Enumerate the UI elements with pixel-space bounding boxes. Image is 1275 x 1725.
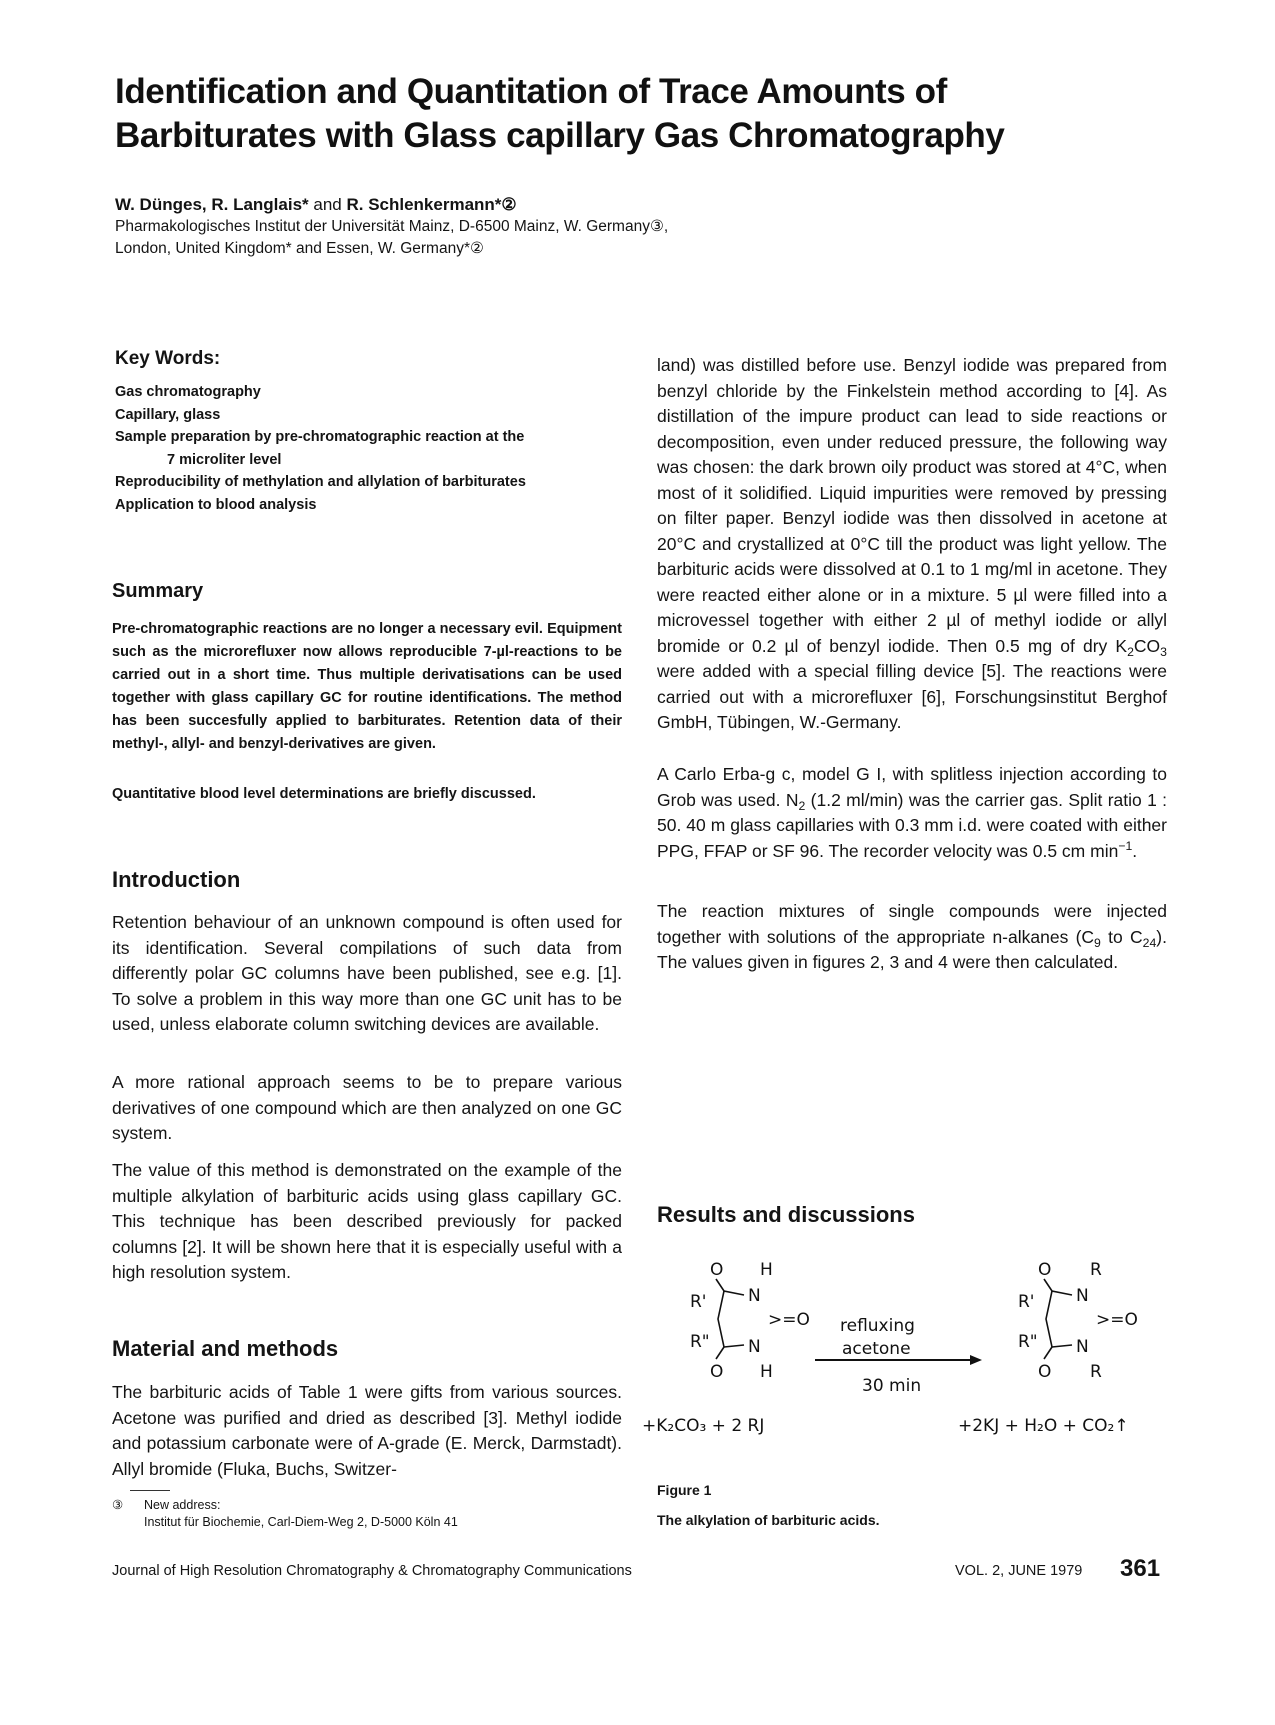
text-run: A Carlo Erba-g c, model G I, with splitless injection according to Grob was used. N	[657, 764, 1167, 810]
reactant-co: >=O	[768, 1310, 810, 1330]
text-run: CO	[1133, 635, 1161, 656]
introduction-paragraph-1: Retention behaviour of an unknown compound is often used for its identification. Several compilations of such data from differently polar GC columns have been published, see e.g. [1]. To solve a problem in this way more than one GC unit has to be used, unless elaborate column switching devices are available.	[112, 912, 622, 1034]
figure-caption: The alkylation of barbituric acids.	[657, 1512, 880, 1528]
subscript: 2	[1127, 644, 1134, 659]
methods-paragraph-4	[657, 899, 1167, 976]
superscript: −1	[1118, 838, 1133, 853]
product-r-bot: R	[1090, 1362, 1102, 1382]
subscript: 3	[1160, 644, 1167, 659]
reactant-r2: R"	[690, 1332, 710, 1352]
reaction-scheme	[640, 1255, 1180, 1450]
text-run: ). The values given in figures 2, 3 and 4 were then calculated.	[657, 926, 1167, 972]
keyword-item: 7 microliter level	[167, 451, 282, 468]
left-reagents: +K₂CO₃ + 2 RJ	[642, 1416, 765, 1436]
methods-paragraph-2	[657, 353, 1167, 736]
footer-journal: Journal of High Resolution Chromatography & Chromatography Communications	[112, 1563, 632, 1579]
product-o-top: O	[1038, 1260, 1052, 1280]
reactant-o-bot: O	[710, 1362, 724, 1382]
right-products: +2KJ + H₂O + CO₂↑	[958, 1416, 1129, 1436]
affiliation-line-1: Pharmakologisches Institut der Universität Mainz, D-6500 Mainz, W. Germany③,	[115, 218, 669, 235]
paper-title: Identification and Quantitation of Trace Amounts of Barbiturates with Glass capillary Gas Chromatography	[115, 72, 1005, 155]
author-3: R. Schlenkermann*②	[346, 195, 517, 214]
footnote-address: Institut für Biochemie, Carl-Diem-Weg 2, D-5000 Köln 41	[144, 1515, 458, 1529]
methods-paragraph-1: The barbituric acids of Table 1 were gifts from various sources. Acetone was purified and dried as described [3]. Methyl iodide and potassium carbonate were of A-grade (E. Merck, Darmstadt). Allyl bromide (Fluka, Buchs, Switzer-	[112, 1382, 622, 1479]
affiliation	[115, 216, 815, 260]
footnote-mark: ③	[112, 1498, 124, 1512]
page-number: 361	[1120, 1555, 1161, 1582]
subscript: 9	[1094, 935, 1101, 950]
keyword-item: Capillary, glass	[115, 406, 221, 423]
introduction-paragraph-2: A more rational approach seems to be to prepare various derivatives of one compound which are then analyzed on one GC system.	[112, 1072, 622, 1143]
condition-time: 30 min	[862, 1376, 922, 1396]
reactant-h-bot: H	[760, 1362, 773, 1382]
reactant-r1: R'	[690, 1292, 707, 1312]
reactant-o-top: O	[710, 1260, 724, 1280]
product-r2: R"	[1018, 1332, 1038, 1352]
author-line	[115, 194, 517, 216]
text-run: The reaction mixtures of single compounds were injected together with solutions of the appropriate n-alkanes (C	[657, 901, 1167, 947]
summary-heading: Summary	[112, 580, 204, 602]
introduction-paragraph-3: The value of this method is demonstrated on the example of the multiple alkylation of barbituric acids using glass capillary GC. This technique has been described previously for packed columns [2]. It will be shown here that it is especially useful with a high resolution system.	[112, 1160, 622, 1282]
text-run: to C	[1100, 926, 1143, 947]
footnote-label: New address:	[144, 1498, 221, 1512]
summary-paragraph-2: Quantitative blood level determinations are briefly discussed.	[112, 786, 536, 802]
keywords-heading: Key Words:	[115, 348, 221, 369]
product-n-top: N	[1076, 1286, 1089, 1306]
product-o-bot: O	[1038, 1362, 1052, 1382]
product-co: >=O	[1096, 1310, 1138, 1330]
affiliation-line-2: London, United Kingdom* and Essen, W. Germany*②	[115, 240, 484, 257]
product-structure	[1018, 1260, 1138, 1382]
product-r1: R'	[1018, 1292, 1035, 1312]
subscript: 24	[1142, 935, 1157, 950]
results-heading: Results and discussions	[657, 1202, 915, 1227]
keywords-list	[115, 381, 625, 516]
introduction-heading: Introduction	[112, 867, 241, 892]
condition-acetone: acetone	[842, 1339, 911, 1359]
text-run: .	[1132, 840, 1138, 861]
author-and: and	[308, 195, 347, 214]
reactant-n-bot: N	[748, 1337, 761, 1357]
keyword-item: Sample preparation by pre-chromatographic reaction at the	[115, 429, 525, 445]
author-1: W. Dünges,	[115, 195, 212, 214]
keyword-item: Gas chromatography	[115, 384, 261, 400]
keyword-item: Reproducibility of methylation and allylation of barbiturates	[115, 474, 526, 490]
reactant-h-top: H	[760, 1260, 773, 1280]
author-2: R. Langlais*	[211, 195, 309, 214]
figure-label: Figure 1	[657, 1482, 712, 1498]
summary-paragraph-1: Pre-chromatographic reactions are no longer a necessary evil. Equipment such as the microrefluxer now allows reproducible 7-µl-reactions to be carried out in a short time. Thus multiple derivatisations can be used together with glass capillary GC for routine identifications. The method has been succesfully applied to barbiturates. Retention data of their methyl-, allyl- and benzyl-derivatives are given.	[112, 621, 622, 752]
methods-paragraph-3	[657, 762, 1167, 864]
arrow-head	[970, 1355, 982, 1365]
methods-heading: Material and methods	[112, 1336, 339, 1361]
text-run: land) was distilled before use. Benzyl iodide was prepared from benzyl chloride by the Finkelstein method according to [4]. As distillation of the impure product can lead to side reactions or decomposition, even under reduced pressure, the following way was chosen: the dark brown oily product was stored at 4°C, when most of it solidified. Liquid impurities were removed by pressing on filter paper. Benzyl iodide was then dissolved in acetone at 20°C and crystallized at 0°C till the product was light yellow. The barbituric acids were dissolved at 0.1 to 1 mg/ml in acetone. They were reacted either alone or in a mixture. 5 µl were filled into a microvessel together with either 2 µl of methyl iodide or allyl bromide or 0.2 µl of benzyl iodide. Then 0.5 mg of dry K	[657, 355, 1167, 656]
keyword-item: Application to blood analysis	[115, 496, 317, 513]
condition-refluxing: refluxing	[840, 1316, 915, 1336]
product-r-top: R	[1090, 1260, 1102, 1280]
reactant-n-top: N	[748, 1286, 761, 1306]
text-run: were added with a special filling device [5]. The reactions were carried out with a microrefluxer [6], Forschungsinstitut Berghof GmbH, Tübingen, W.-Germany.	[657, 661, 1167, 732]
footer-volume: VOL. 2, JUNE 1979	[955, 1563, 1083, 1579]
subscript: 2	[798, 798, 806, 813]
footnote	[112, 1497, 458, 1531]
product-n-bot: N	[1076, 1337, 1089, 1357]
footnote-rule	[130, 1490, 170, 1491]
reactant-structure	[690, 1260, 810, 1382]
text-run: (1.2 ml/min) was the carrier gas. Split ratio 1 : 50. 40 m glass capillaries with 0.3 mm i.d. were coated with either PPG, FFAP or SF 96. The recorder velocity was 0.5 cm min	[657, 789, 1168, 861]
